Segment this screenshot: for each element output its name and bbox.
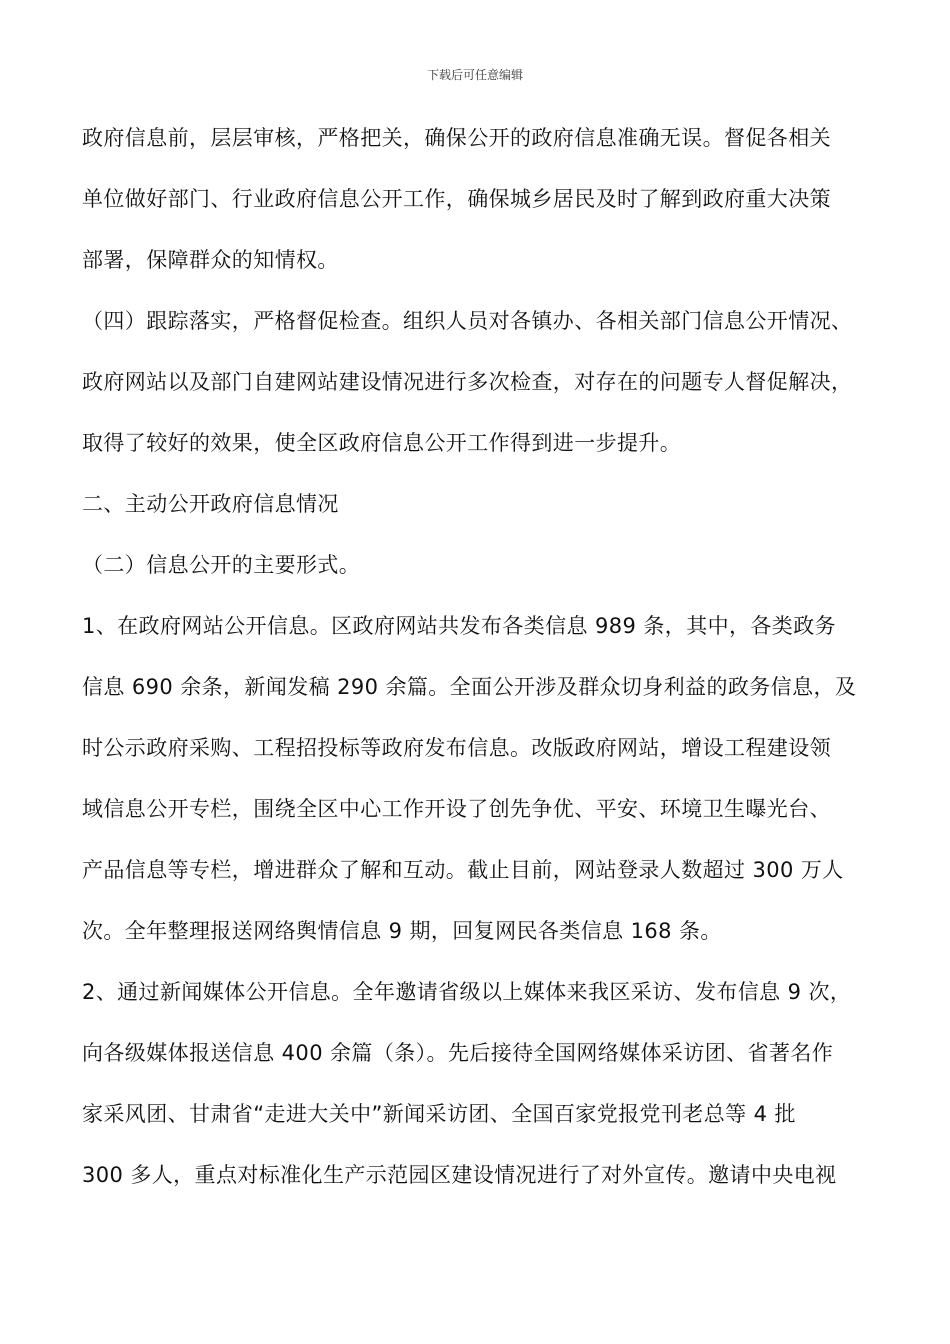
text-line: 300 多人，重点对标准化生产示范园区建设情况进行了对外宣传。邀请中央电视 bbox=[82, 1163, 837, 1187]
text-line: 单位做好部门、行业政府信息公开工作，确保城乡居民及时了解到政府重大决策 bbox=[82, 187, 831, 211]
text-line: 次。全年整理报送网络舆情信息 9 期，回复网民各类信息 168 条。 bbox=[82, 919, 722, 943]
text-line: 时公示政府采购、工程招投标等政府发布信息。改版政府网站，增设工程建设领 bbox=[82, 736, 831, 760]
page-header-note: 下载后可任意编辑 bbox=[426, 68, 523, 82]
text-line: 家采风团、甘肃省“走进大关中”新闻采访团、全国百家党报党刊老总等 4 批 bbox=[82, 1102, 796, 1126]
subsection-heading: （二）信息公开的主要形式。 bbox=[82, 553, 361, 577]
text-line: 产品信息等专栏，增进群众了解和互动。截止目前，网站登录人数超过 300 万人 bbox=[82, 858, 844, 882]
text-line: 部署，保障群众的知情权。 bbox=[82, 248, 339, 272]
text-line: 政府信息前，层层审核，严格把关，确保公开的政府信息准确无误。督促各相关 bbox=[82, 126, 831, 150]
text-line: 域信息公开专栏，围绕全区中心工作开设了创先争优、平安、环境卫生曝光台、 bbox=[82, 797, 831, 821]
text-line: 向各级媒体报送信息 400 余篇（条）。先后接待全国网络媒体采访团、省著名作 bbox=[82, 1041, 834, 1065]
text-line: 1、在政府网站公开信息。区政府网站共发布各类信息 989 条，其中，各类政务 bbox=[82, 614, 836, 638]
section-heading: （四）跟踪落实，严格督促检查。组织人员对各镇办、各相关部门信息公开情况、 bbox=[82, 309, 853, 333]
text-line: 2、通过新闻媒体公开信息。全年邀请省级以上媒体来我区采访、发布信息 9 次， bbox=[82, 980, 852, 1004]
document-body bbox=[82, 108, 882, 1206]
text-line: 政府网站以及部门自建网站建设情况进行多次检查，对存在的问题专人督促解决， bbox=[82, 370, 853, 394]
section-heading: 二、主动公开政府信息情况 bbox=[82, 492, 339, 516]
text-line: 取得了较好的效果，使全区政府信息公开工作得到进一步提升。 bbox=[82, 431, 682, 455]
text-line: 信息 690 余条，新闻发稿 290 余篇。全面公开涉及群众切身利益的政务信息，及 bbox=[82, 675, 857, 699]
